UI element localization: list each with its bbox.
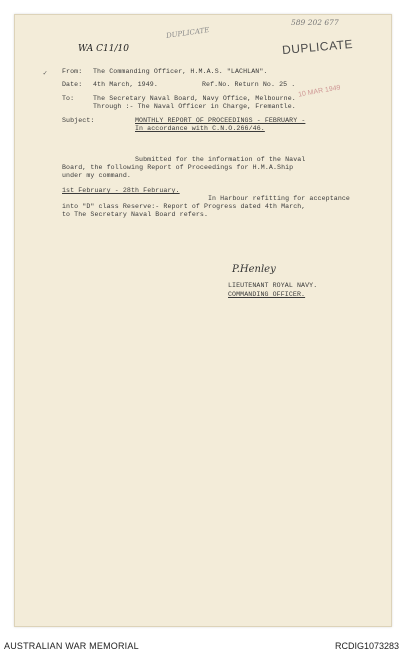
paragraph-line3: to The Secretary Naval Board refers. [62,211,209,218]
subject-label: Subject: [62,117,95,124]
reporting-period: 1st February - 28th February. [62,187,180,194]
from-value: The Commanding Officer, H.M.A.S. "LACHLAN". [93,68,268,75]
tick-mark-icon: ✓ [43,70,48,78]
subject-value-line2: In accordance with C.N.O.266/46. [135,125,265,132]
top-reference-number: 589 202 677 [291,18,339,27]
signature-title: COMMANDING OFFICER. [228,291,306,298]
received-date-stamp: 10 MAR 1949 [297,84,342,99]
subject-value-line1: MONTHLY REPORT OF PROCEEDINGS - FEBRUARY - [135,117,306,124]
date-value: 4th March, 1949. [93,81,158,88]
paragraph-line1: In Harbour refitting for acceptance [208,195,350,202]
to-label: To: [62,95,75,102]
to-value-line2: Through :- The Naval Officer in Charge, Fremantle. [93,103,296,110]
reference-number: Ref.No. Return No. 25 . [202,81,296,88]
to-value-line1: The Secretary Naval Board, Navy Office, Melbourne. [93,95,296,102]
signature-rank: LIEUTENANT ROYAL NAVY. [228,282,318,289]
footer-institution: AUSTRALIAN WAR MEMORIAL [4,641,139,651]
duplicate-stamp: DUPLICATE [281,36,354,58]
footer-record-id: RCDIG1073283 [334,641,399,651]
date-label: Date: [62,81,83,88]
from-label: From: [62,68,83,75]
file-reference-note: WA C11/10 [78,44,129,54]
intro-line3: under my command. [62,172,131,179]
pencil-duplicate-note: DUPLICATE [165,26,210,40]
intro-line2: Board, the following Report of Proceedings for H.M.A.Ship [62,164,294,171]
intro-line1: Submitted for the information of the Naval [135,156,306,163]
paragraph-line2: into "D" class Reserve:- Report of Progress dated 4th March, [62,203,306,210]
handwritten-signature: P.Henley [232,264,276,275]
